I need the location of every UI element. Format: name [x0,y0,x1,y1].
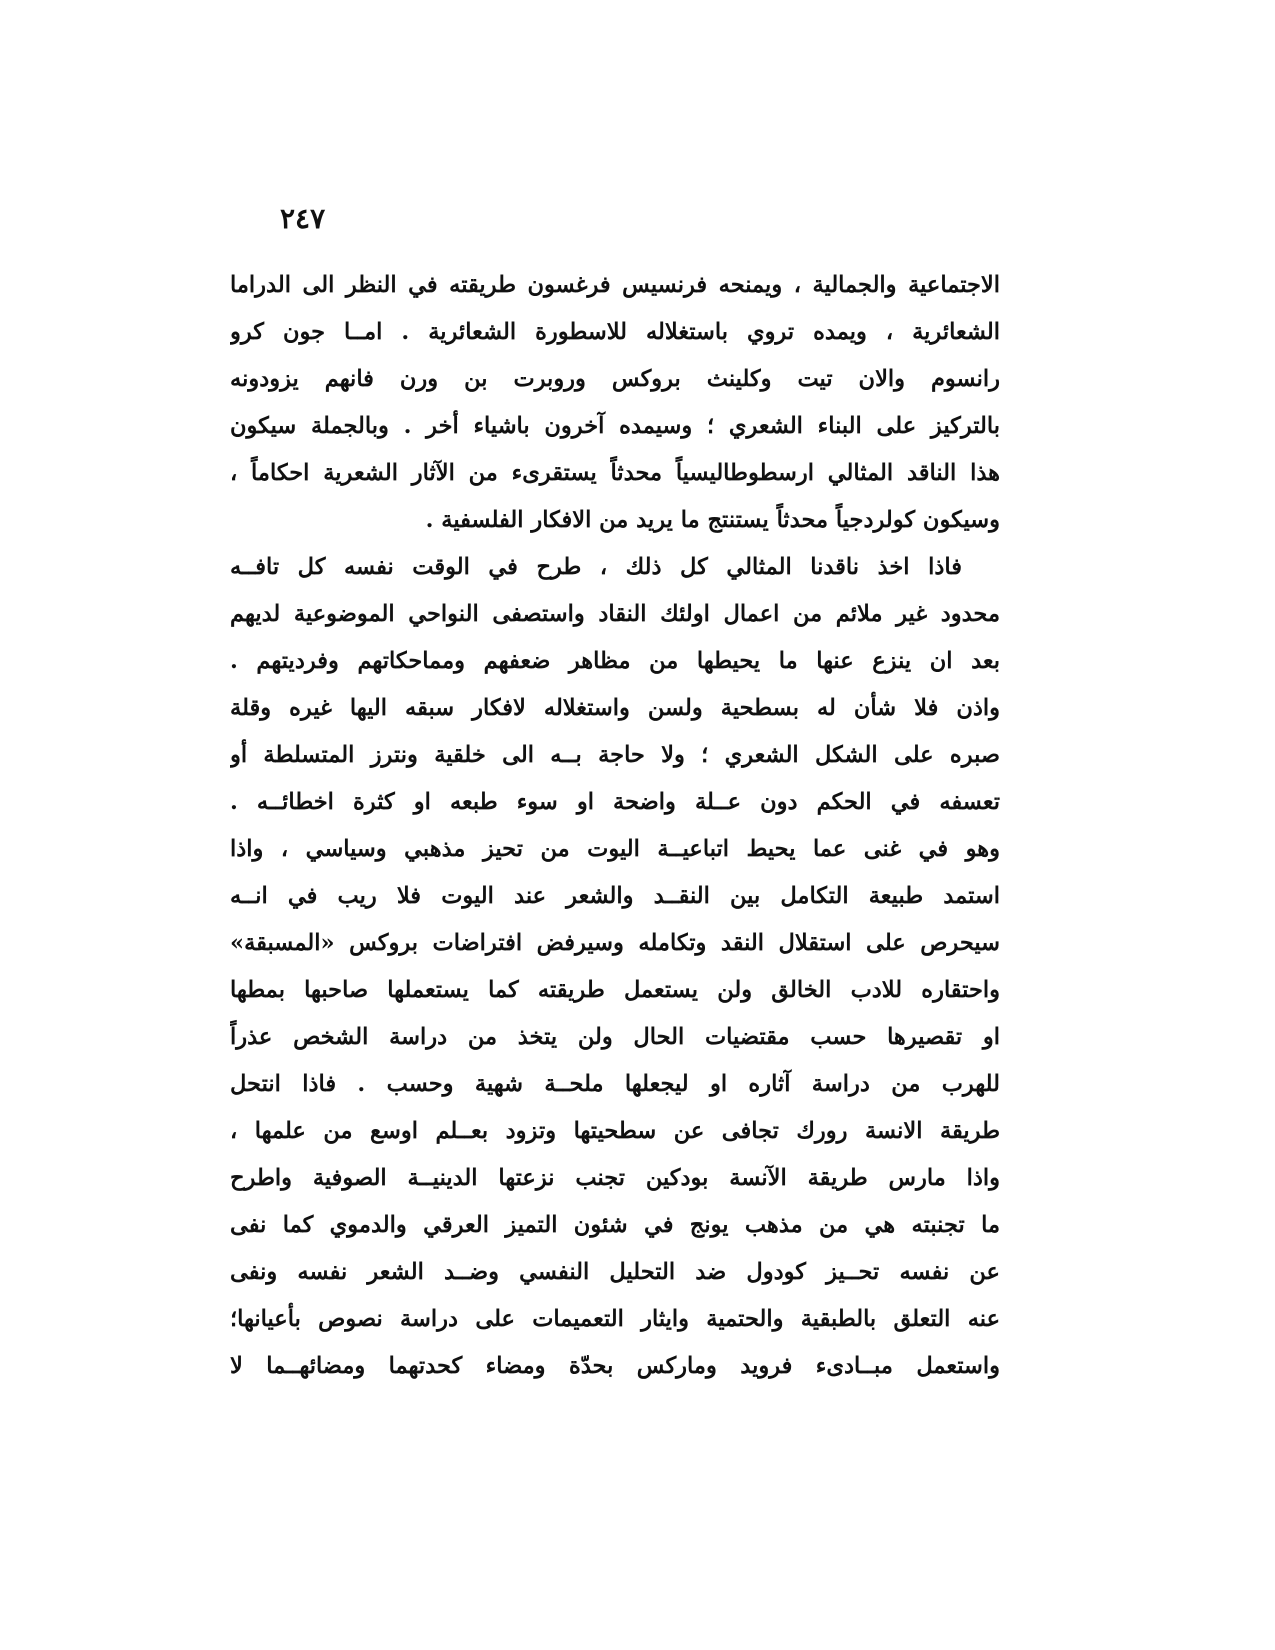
text-line: للهرب من دراسة آثاره او ليجعلها ملحــة شهية وحسب . فاذا انتحل [230,1071,1000,1097]
text-line: وسيكون كولردجياً محدثاً يستنتج ما يريد من الافكار الفلسفية . [425,507,1000,533]
text-line: واحتقاره للادب الخالق ولن يستعمل طريقته كما يستعملها صاحبها بمطها [230,977,1000,1003]
text-line: وهو في غنى عما يحيط اتباعيــة اليوت من تحيز مذهبي وسياسي ، واذا [230,836,1000,862]
text-line: بعد ان ينزع عنها ما يحيطها من مظاهر ضعفهم ومماحكاتهم وفرديتهم . [230,648,1000,674]
text-line: بالتركيز على البناء الشعري ؛ وسيمده آخرون باشياء أخر . وبالجملة سيكون [230,413,1000,439]
page-number: ٢٤٧ [280,202,326,235]
text-line: الاجتماعية والجمالية ، ويمنحه فرنسيس فرغسون طريقته في النظر الى الدراما [230,272,1000,298]
text-line: تعسفه في الحكم دون عــلة واضحة او سوء طبعه او كثرة اخطائــه . [230,789,1000,815]
text-line: هذا الناقد المثالي ارسطوطاليسياً محدثاً يستقرىء من الآثار الشعرية احكاماً ، [230,460,1000,486]
text-line: واستعمل مبــادىء فرويد وماركس بحدّة ومضاء كحدتهما ومضائهــما لا [230,1353,1000,1379]
text-line: ما تجنبته هي من مذهب يونج في شئون التميز العرقي والدموي كما نفى [230,1212,1000,1238]
text-line: واذا مارس طريقة الآنسة بودكين تجنب نزعتها الدينيــة الصوفية واطرح [230,1165,1000,1191]
text-line: محدود غير ملائم من اعمال اولئك النقاد واستصفى النواحي الموضوعية لديهم [230,601,1000,627]
text-line: صبره على الشكل الشعري ؛ ولا حاجة بــه الى خلقية ونترز المتسلطة أو [230,742,1000,768]
text-line: فاذا اخذ ناقدنا المثالي كل ذلك ، طرح في الوقت نفسه كل تافــه [230,554,962,580]
text-line: سيحرص على استقلال النقد وتكامله وسيرفض افتراضات بروكس «المسبقة» [230,930,1000,956]
text-line: واذن فلا شأن له بسطحية ولسن واستغلاله لافكار سبقه اليها غيره وقلة [230,695,1000,721]
text-line: الشعائرية ، ويمده تروي باستغلاله للاسطورة الشعائرية . امــا جون كرو [230,319,1000,345]
text-line: استمد طبيعة التكامل بين النقــد والشعر عند اليوت فلا ريب في انــه [230,883,1000,909]
text-line: عن نفسه تحــيز كودول ضد التحليل النفسي وضــد الشعر نفسه ونفى [230,1259,1000,1285]
text-line: طريقة الانسة رورك تجافى عن سطحيتها وتزود بعــلم اوسع من علمها ، [230,1118,1000,1144]
text-line: رانسوم والان تيت وكلينث بروكس وروبرت بن ورن فانهم يزودونه [230,366,1000,392]
text-line: او تقصيرها حسب مقتضيات الحال ولن يتخذ من دراسة الشخص عذراً [230,1024,1000,1050]
text-line: عنه التعلق بالطبقية والحتمية وايثار التعميمات على دراسة نصوص بأعيانها؛ [230,1306,1000,1332]
body-text [230,262,1000,1390]
